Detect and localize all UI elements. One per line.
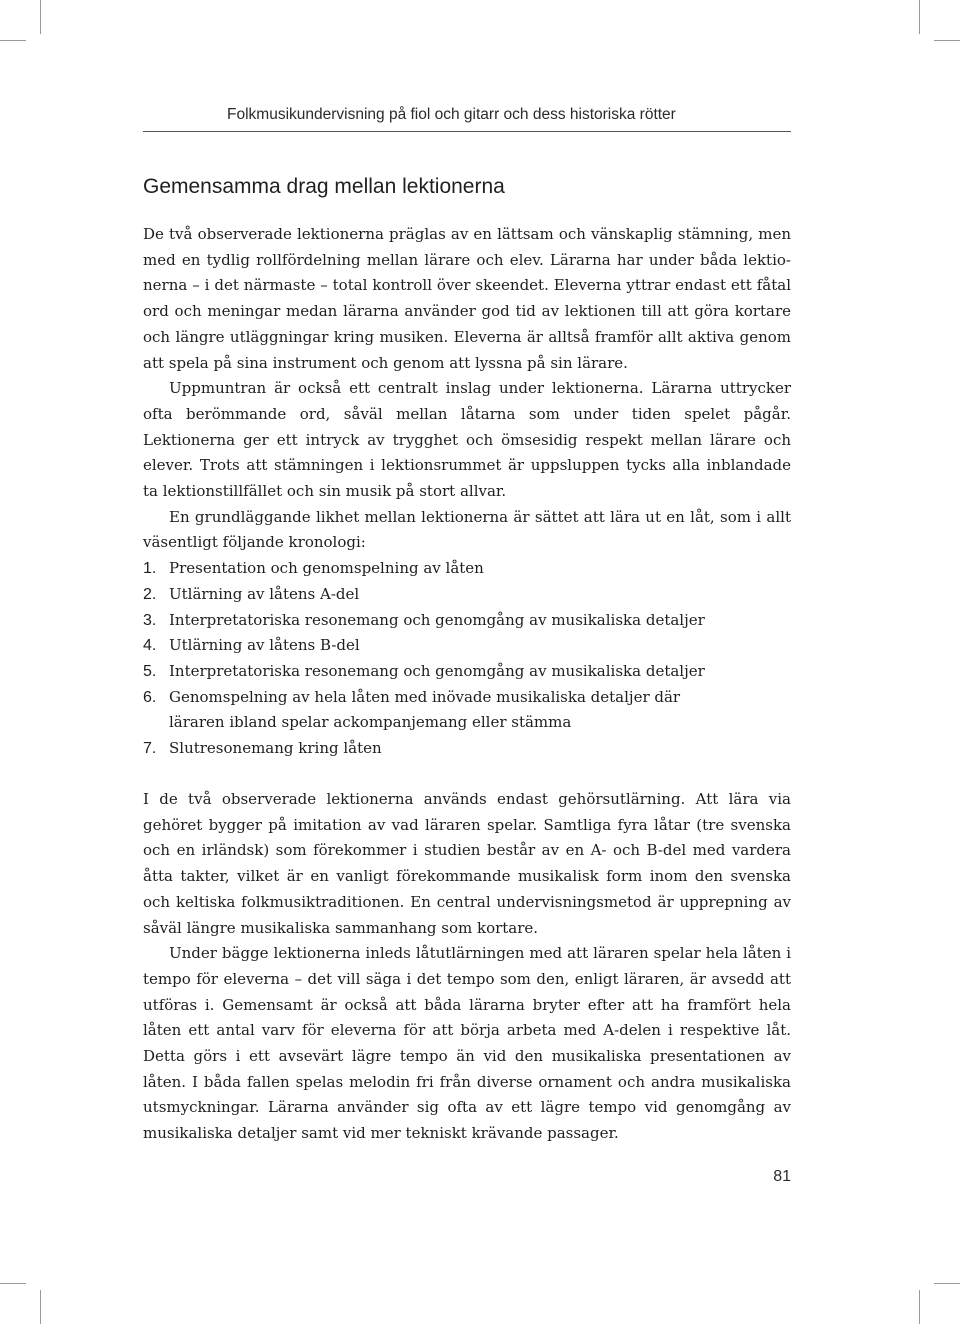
list-item (143, 685, 791, 736)
list-number: 1. (143, 560, 157, 578)
body-text-lower (143, 787, 791, 1147)
list-item (143, 582, 791, 608)
list-number: 7. (143, 740, 157, 758)
paragraph: Under bägge lektionerna inleds låtutlärningen med att läraren spelar hela låten i tempo för eleverna – det vill säga i det tempo som den, enligt läraren, är avsedd att utföras i. Gemensamt är också att båda lärarna bryter efter att ha framfört hela låten ett antal varv för eleverna för att börja arbeta med A-delen i respektive låt. Detta görs i ett avsevärt lägre tempo än vid den musikaliska presentationen av låten. I båda fallen spelas melodin fri från diverse ornament och andra musikaliska utsmyckningar. Lärarna använder sig ofta av ett lägre tempo vid genomgång av musikaliska detaljer samt vid mer tekniskt krävande passager. (143, 944, 791, 1143)
list-number: 4. (143, 637, 157, 655)
list-item (143, 659, 791, 685)
list-item (143, 608, 791, 634)
paragraph: De två observerade lektionerna präglas av en lättsam och vänskaplig stämning, men med en tydlig rollfördelning mellan lärare och elev. Lärarna har under båda lektionerna – i det närmaste – total kontroll över skeendet. Eleverna yttrar endast ett fåtal ord och meningar medan lärarna använder god tid av lektionen till att göra kortare och längre utläggningar kring musiken. Eleverna är alltså framför allt aktiva genom att spela på sina instrument och genom att lyssna på sin lärare. (143, 225, 791, 372)
crop-mark-bottom-right (919, 1290, 920, 1324)
list-text: Interpretatoriska resonemang och genomgång av musikaliska detaljer (169, 610, 705, 629)
list-item (143, 633, 791, 659)
list-text: Presentation och genomspelning av låten (169, 559, 484, 578)
list-number: 6. (143, 688, 157, 706)
list-number: 2. (143, 585, 157, 603)
crop-mark-bottom-right-h (934, 1283, 960, 1284)
list-number: 5. (143, 662, 157, 680)
paragraph: I de två observerade lektionerna används endast gehörsutlärning. Att lära via gehöret bygger på imitation av vad läraren spelar. Samtliga fyra låtar (tre svenska och en irländsk) som förekommer i studien består av en A- och B-del med vardera åtta takter, vilket är en vanligt förekommande musikalisk form inom den svenska och keltiska folkmusiktraditionen. En central undervisningsmetod är upprepning av såväl längre musikaliska sammanhang som kortare. (143, 790, 791, 937)
running-header: Folkmusikundervisning på fiol och gitarr och dess historiska rötter (227, 106, 676, 123)
crop-mark-bottom-left (40, 1290, 41, 1324)
list-item (143, 556, 791, 582)
crop-mark-top-left-h (0, 40, 26, 41)
list-number: 3. (143, 611, 157, 629)
list-text: Utlärning av låtens B-del (169, 636, 360, 655)
list-text: Utlärning av låtens A-del (169, 584, 360, 603)
page-number: 81 (773, 1168, 791, 1185)
crop-mark-bottom-left-h (0, 1283, 26, 1284)
paragraph: En grundläggande likhet mellan lektionerna är sättet att lära ut en låt, som i allt väsentligt följande kronologi: (143, 507, 791, 552)
chronology-list (143, 556, 791, 762)
list-text: Interpretatoriska resonemang och genomgång av musikaliska detaljer (169, 661, 705, 680)
list-item (143, 736, 791, 762)
paragraph: Uppmuntran är också ett centralt inslag under lektionerna. Lärarna uttrycker ofta berömmande ord, såväl mellan låtarna som under tiden spelet pågår. Lektionerna ger ett intryck av trygghet och ömsesidig respekt mellan lärare och elever. Trots att stämningen i lektionsrummet är uppsluppen tycks alla inblandade ta lektionstillfället och sin musik på stort allvar. (143, 379, 791, 501)
list-text: Genomspelning av hela låten med inövade musikaliska detaljer där läraren ibland spelar ackompanjemang eller stämma (169, 687, 681, 732)
crop-mark-top-left (40, 0, 41, 34)
body-text-upper (143, 222, 791, 762)
section-title: Gemensamma drag mellan lektionerna (143, 175, 505, 198)
crop-mark-top-right (919, 0, 920, 34)
list-text: Slutresonemang kring låten (169, 739, 382, 758)
header-rule (143, 131, 791, 132)
crop-mark-top-right-h (934, 40, 960, 41)
